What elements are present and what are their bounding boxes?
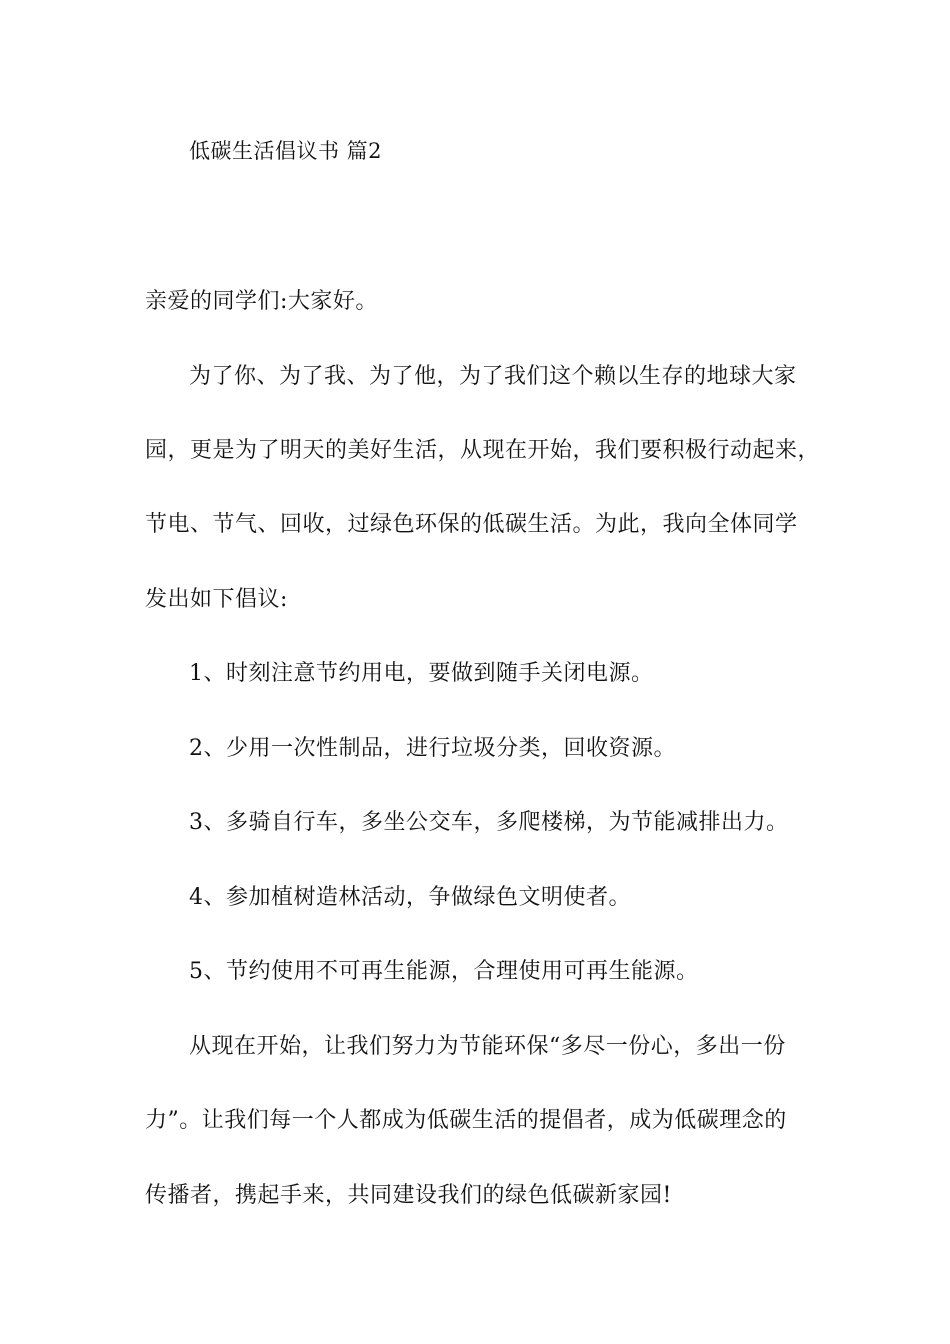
proposal-3: 3、多骑自行车，多坐公交车，多爬楼梯，为节能减排出力。 [189, 810, 789, 835]
intro-line-2: 园，更是为了明天的美好生活，从现在开始，我们要积极行动起来， [145, 438, 821, 463]
closing-line-1: 从现在开始，让我们努力为节能环保“多尽一份心，多出一份 [189, 1034, 786, 1059]
proposal-1: 1、时刻注意节约用电，要做到随手关闭电源。 [189, 661, 654, 686]
intro-line-4: 发出如下倡议: [145, 587, 288, 612]
closing-line-2: 力”。让我们每一个人都成为低碳生活的提倡者，成为低碳理念的 [145, 1108, 787, 1133]
document-title: 低碳生活倡议书 篇2 [189, 139, 383, 163]
proposal-5: 5、节约使用不可再生能源，合理使用可再生能源。 [189, 959, 699, 984]
intro-line-3: 节电、节气、回收，过绿色环保的低碳生活。为此，我向全体同学 [145, 512, 798, 537]
intro-line-1: 为了你、为了我、为了他，为了我们这个赖以生存的地球大家 [189, 364, 797, 389]
proposal-2: 2、少用一次性制品，进行垃圾分类，回收资源。 [189, 736, 676, 761]
closing-line-3: 传播者，携起手来，共同建设我们的绿色低碳新家园! [145, 1183, 672, 1208]
greeting: 亲爱的同学们:大家好。 [145, 289, 378, 314]
proposal-4: 4、参加植树造林活动，争做绿色文明使者。 [189, 885, 631, 910]
